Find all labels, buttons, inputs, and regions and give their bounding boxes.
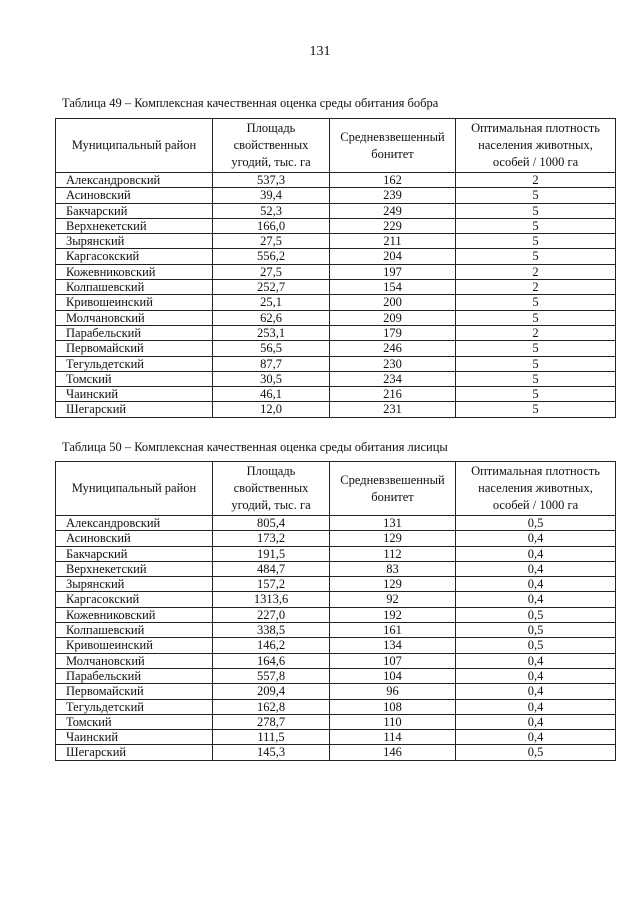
cell-bonitet: 249: [330, 203, 456, 218]
cell-area: 145,3: [213, 745, 330, 760]
table-row: [56, 607, 616, 622]
cell-area: 39,4: [213, 188, 330, 203]
table-row: [56, 730, 616, 745]
cell-density: 0,4: [456, 592, 616, 607]
cell-bonitet: 234: [330, 371, 456, 386]
cell-bonitet: 104: [330, 668, 456, 683]
table-row: [56, 249, 616, 264]
cell-bonitet: 83: [330, 561, 456, 576]
table-row: [56, 387, 616, 402]
table-row: [56, 356, 616, 371]
cell-area: 62,6: [213, 310, 330, 325]
cell-bonitet: 216: [330, 387, 456, 402]
table-row: [56, 623, 616, 638]
cell-density: 0,4: [456, 684, 616, 699]
table-row: [56, 295, 616, 310]
cell-district: Кожевниковский: [56, 607, 213, 622]
cell-density: 5: [456, 371, 616, 386]
cell-bonitet: 131: [330, 516, 456, 531]
cell-bonitet: 92: [330, 592, 456, 607]
cell-density: 0,4: [456, 653, 616, 668]
cell-density: 0,5: [456, 745, 616, 760]
cell-bonitet: 230: [330, 356, 456, 371]
cell-bonitet: 146: [330, 745, 456, 760]
cell-area: 162,8: [213, 699, 330, 714]
cell-area: 46,1: [213, 387, 330, 402]
cell-district: Томский: [56, 371, 213, 386]
cell-density: 5: [456, 341, 616, 356]
cell-bonitet: 129: [330, 531, 456, 546]
cell-area: 25,1: [213, 295, 330, 310]
cell-area: 338,5: [213, 623, 330, 638]
table-row: [56, 577, 616, 592]
cell-bonitet: 200: [330, 295, 456, 310]
cell-area: 87,7: [213, 356, 330, 371]
cell-density: 0,5: [456, 516, 616, 531]
cell-district: Томский: [56, 714, 213, 729]
cell-area: 253,1: [213, 325, 330, 340]
cell-district: Парабельский: [56, 668, 213, 683]
table-row: [56, 638, 616, 653]
cell-district: Тегульдетский: [56, 699, 213, 714]
cell-bonitet: 204: [330, 249, 456, 264]
cell-density: 5: [456, 218, 616, 233]
cell-area: 1313,6: [213, 592, 330, 607]
table-row: [56, 546, 616, 561]
cell-area: 30,5: [213, 371, 330, 386]
cell-area: 157,2: [213, 577, 330, 592]
table-row: [56, 203, 616, 218]
fox-habitat-table: [55, 461, 616, 761]
cell-density: 2: [456, 280, 616, 295]
table-row: [56, 264, 616, 279]
cell-density: 2: [456, 173, 616, 188]
table-row: [56, 699, 616, 714]
cell-district: Кривошеинский: [56, 295, 213, 310]
cell-density: 0,4: [456, 577, 616, 592]
cell-density: 0,4: [456, 546, 616, 561]
cell-density: 0,4: [456, 561, 616, 576]
cell-bonitet: 129: [330, 577, 456, 592]
cell-density: 2: [456, 264, 616, 279]
cell-density: 5: [456, 295, 616, 310]
cell-density: 5: [456, 188, 616, 203]
table-50-caption: Таблица 50 – Комплексная качественная оценка среды обитания лисицы: [62, 440, 448, 454]
cell-bonitet: 162: [330, 173, 456, 188]
cell-area: 146,2: [213, 638, 330, 653]
header-bonitet: Средневзвешенный бонитет: [330, 462, 456, 516]
table-row: [56, 234, 616, 249]
cell-density: 5: [456, 249, 616, 264]
table-row: [56, 531, 616, 546]
table-row: [56, 280, 616, 295]
cell-district: Бакчарский: [56, 203, 213, 218]
cell-bonitet: 110: [330, 714, 456, 729]
table-row: [56, 561, 616, 576]
cell-bonitet: 246: [330, 341, 456, 356]
cell-area: 556,2: [213, 249, 330, 264]
cell-area: 537,3: [213, 173, 330, 188]
cell-density: 0,4: [456, 668, 616, 683]
table-row: [56, 668, 616, 683]
cell-area: 111,5: [213, 730, 330, 745]
table-row: [56, 173, 616, 188]
cell-bonitet: 114: [330, 730, 456, 745]
table-row: [56, 188, 616, 203]
cell-district: Тегульдетский: [56, 356, 213, 371]
cell-district: Колпашевский: [56, 280, 213, 295]
cell-bonitet: 161: [330, 623, 456, 638]
cell-density: 5: [456, 356, 616, 371]
cell-district: Молчановский: [56, 653, 213, 668]
cell-density: 0,5: [456, 607, 616, 622]
cell-area: 173,2: [213, 531, 330, 546]
cell-area: 56,5: [213, 341, 330, 356]
cell-district: Верхнекетский: [56, 218, 213, 233]
cell-district: Шегарский: [56, 402, 213, 417]
cell-bonitet: 211: [330, 234, 456, 249]
cell-district: Бакчарский: [56, 546, 213, 561]
cell-bonitet: 108: [330, 699, 456, 714]
cell-district: Чаинский: [56, 387, 213, 402]
cell-district: Кривошеинский: [56, 638, 213, 653]
header-density: Оптимальная плотность населения животных, особей / 1000 га: [456, 462, 616, 516]
cell-district: Зырянский: [56, 234, 213, 249]
cell-area: 278,7: [213, 714, 330, 729]
cell-area: 164,6: [213, 653, 330, 668]
cell-district: Верхнекетский: [56, 561, 213, 576]
cell-density: 5: [456, 310, 616, 325]
cell-district: Колпашевский: [56, 623, 213, 638]
cell-district: Чаинский: [56, 730, 213, 745]
cell-district: Асиновский: [56, 531, 213, 546]
cell-bonitet: 192: [330, 607, 456, 622]
cell-density: 5: [456, 203, 616, 218]
cell-bonitet: 154: [330, 280, 456, 295]
cell-district: Зырянский: [56, 577, 213, 592]
header-area: Площадь свойственных угодий, тыс. га: [213, 119, 330, 173]
cell-area: 191,5: [213, 546, 330, 561]
table-row: [56, 745, 616, 760]
header-row: [56, 462, 616, 516]
cell-density: 5: [456, 234, 616, 249]
table-row: [56, 218, 616, 233]
cell-area: 484,7: [213, 561, 330, 576]
header-area: Площадь свойственных угодий, тыс. га: [213, 462, 330, 516]
cell-area: 805,4: [213, 516, 330, 531]
table-row: [56, 310, 616, 325]
cell-district: Кожевниковский: [56, 264, 213, 279]
cell-district: Молчановский: [56, 310, 213, 325]
cell-density: 0,5: [456, 638, 616, 653]
cell-district: Первомайский: [56, 341, 213, 356]
cell-density: 0,4: [456, 730, 616, 745]
cell-bonitet: 112: [330, 546, 456, 561]
cell-district: Каргасокский: [56, 592, 213, 607]
cell-density: 2: [456, 325, 616, 340]
cell-bonitet: 197: [330, 264, 456, 279]
cell-density: 5: [456, 387, 616, 402]
table-row: [56, 402, 616, 417]
cell-bonitet: 179: [330, 325, 456, 340]
cell-density: 0,5: [456, 623, 616, 638]
table-row: [56, 592, 616, 607]
header-district: Муниципальный район: [56, 462, 213, 516]
cell-bonitet: 209: [330, 310, 456, 325]
cell-district: Каргасокский: [56, 249, 213, 264]
header-district: Муниципальный район: [56, 119, 213, 173]
cell-density: 0,4: [456, 699, 616, 714]
page-number: 131: [309, 44, 331, 59]
cell-area: 12,0: [213, 402, 330, 417]
table-row: [56, 341, 616, 356]
table-row: [56, 714, 616, 729]
cell-area: 52,3: [213, 203, 330, 218]
cell-area: 557,8: [213, 668, 330, 683]
cell-area: 252,7: [213, 280, 330, 295]
cell-bonitet: 107: [330, 653, 456, 668]
table-row: [56, 371, 616, 386]
cell-bonitet: 96: [330, 684, 456, 699]
cell-bonitet: 231: [330, 402, 456, 417]
table-row: [56, 516, 616, 531]
cell-area: 27,5: [213, 264, 330, 279]
header-row: [56, 119, 616, 173]
cell-area: 209,4: [213, 684, 330, 699]
cell-bonitet: 134: [330, 638, 456, 653]
cell-area: 166,0: [213, 218, 330, 233]
cell-district: Асиновский: [56, 188, 213, 203]
cell-district: Александровский: [56, 516, 213, 531]
cell-area: 227,0: [213, 607, 330, 622]
header-bonitet: Средневзвешенный бонитет: [330, 119, 456, 173]
cell-district: Шегарский: [56, 745, 213, 760]
cell-district: Первомайский: [56, 684, 213, 699]
cell-bonitet: 239: [330, 188, 456, 203]
header-density: Оптимальная плотность населения животных, особей / 1000 га: [456, 119, 616, 173]
table-49-caption: Таблица 49 – Комплексная качественная оценка среды обитания бобра: [62, 96, 439, 110]
cell-density: 0,4: [456, 531, 616, 546]
cell-density: 0,4: [456, 714, 616, 729]
table-row: [56, 653, 616, 668]
table-row: [56, 325, 616, 340]
table-row: [56, 684, 616, 699]
cell-density: 5: [456, 402, 616, 417]
cell-area: 27,5: [213, 234, 330, 249]
cell-bonitet: 229: [330, 218, 456, 233]
cell-district: Александровский: [56, 173, 213, 188]
beaver-habitat-table: [55, 118, 616, 418]
cell-district: Парабельский: [56, 325, 213, 340]
